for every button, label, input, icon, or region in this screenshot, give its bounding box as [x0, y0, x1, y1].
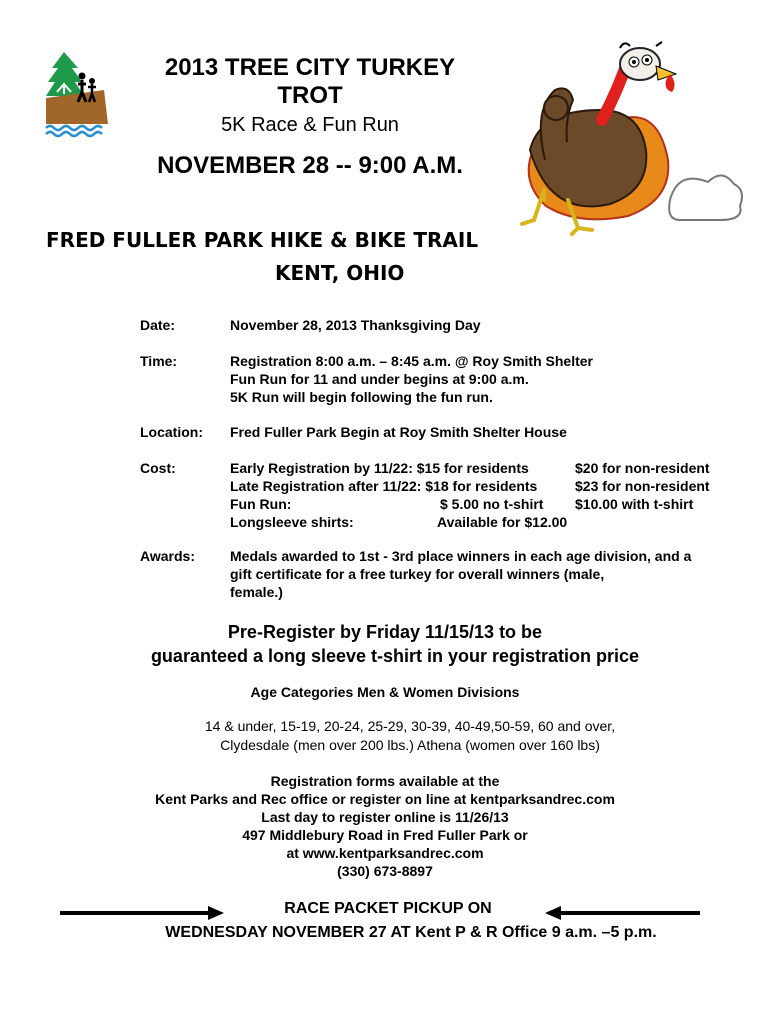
cost-line — [230, 477, 750, 495]
time-label: Time: — [140, 353, 178, 369]
time-line: Registration 8:00 a.m. – 8:45 a.m. @ Roy Smith Shelter — [230, 353, 593, 369]
registration-info — [0, 772, 770, 880]
cost-line — [230, 459, 750, 477]
registration-line: Kent Parks and Rec office or register on line at kentparksandrec.com — [155, 791, 615, 807]
registration-line: Last day to register online is 11/26/13 — [261, 809, 509, 825]
date-value: November 28, 2013 Thanksgiving Day — [230, 317, 481, 333]
cost-funrun-with-shirt: $10.00 with t-shirt — [575, 496, 694, 512]
pickup-line2: WEDNESDAY NOVEMBER 27 AT Kent P & R Office 9 a.m. –5 p.m. — [165, 924, 657, 941]
registration-line: 497 Middlebury Road in Fred Fuller Park or — [242, 827, 528, 843]
date-row — [140, 316, 750, 334]
cost-shirts-label: Longsleeve shirts: — [230, 514, 354, 530]
awards-line: Medals awarded to 1st - 3rd place winners in each age division, and a — [230, 548, 692, 564]
date-label: Date: — [140, 317, 176, 333]
registration-line: at www.kentparksandrec.com — [286, 845, 484, 861]
time-value — [230, 352, 750, 406]
age-line1: 14 & under, 15-19, 20-24, 25-29, 30-39, 40-49,50-59, 60 and over, — [204, 718, 616, 734]
awards-value — [230, 547, 750, 601]
awards-label: Awards: — [140, 548, 195, 564]
cost-row — [140, 459, 750, 531]
time-line: 5K Run will begin following the fun run. — [230, 389, 493, 405]
location-value: Fred Fuller Park Begin at Roy Smith Shelter House — [230, 424, 567, 440]
event-date-time: NOVEMBER 28 -- 9:00 A.M. — [157, 152, 463, 179]
cost-funrun-label: Fun Run: — [230, 496, 292, 512]
age-heading: Age Categories Men & Women Divisions — [250, 684, 520, 700]
registration-line: Registration forms available at the — [270, 773, 500, 789]
registration-line: (330) 673-8897 — [337, 863, 433, 879]
cost-line — [230, 495, 750, 513]
event-title-line2: TROT — [277, 82, 343, 109]
city-name: KENT, OHIO — [275, 261, 405, 285]
event-title-line1: 2013 TREE CITY TURKEY — [164, 54, 456, 81]
cost-value — [230, 459, 750, 531]
park-name: FRED FULLER PARK HIKE & BIKE TRAIL — [46, 228, 479, 252]
awards-row — [140, 547, 750, 601]
cost-early-nonresident: $20 for non-resident — [575, 460, 710, 476]
kent-parks-logo-icon — [44, 48, 114, 138]
running-turkey-icon — [500, 40, 750, 250]
awards-line: female.) — [230, 584, 283, 600]
cost-funrun-no-shirt: $ 5.00 no t-shirt — [440, 496, 544, 512]
preregister-line2: guaranteed a long sleeve t-shirt in your registration price — [150, 646, 640, 666]
time-line: Fun Run for 11 and under begins at 9:00 a.m. — [230, 371, 529, 387]
pickup-line1: RACE PACKET PICKUP ON — [284, 900, 492, 917]
location-row — [140, 423, 750, 441]
cost-shirts-price: Available for $12.00 — [437, 514, 568, 530]
cost-late-nonresident: $23 for non-resident — [575, 478, 710, 494]
cost-label: Cost: — [140, 460, 176, 476]
cost-line — [230, 513, 750, 531]
cost-early: Early Registration by 11/22: $15 for residents — [230, 460, 529, 476]
time-row — [140, 352, 750, 406]
age-line2: Clydesdale (men over 200 lbs.) Athena (women over 160 lbs) — [220, 737, 600, 753]
preregister-line1: Pre-Register by Friday 11/15/13 to be — [227, 622, 543, 642]
cost-late: Late Registration after 11/22: $18 for residents — [230, 478, 538, 494]
event-subtitle: 5K Race & Fun Run — [221, 114, 399, 136]
location-label: Location: — [140, 424, 203, 440]
awards-line: gift certificate for a free turkey for overall winners (male, — [230, 566, 605, 582]
